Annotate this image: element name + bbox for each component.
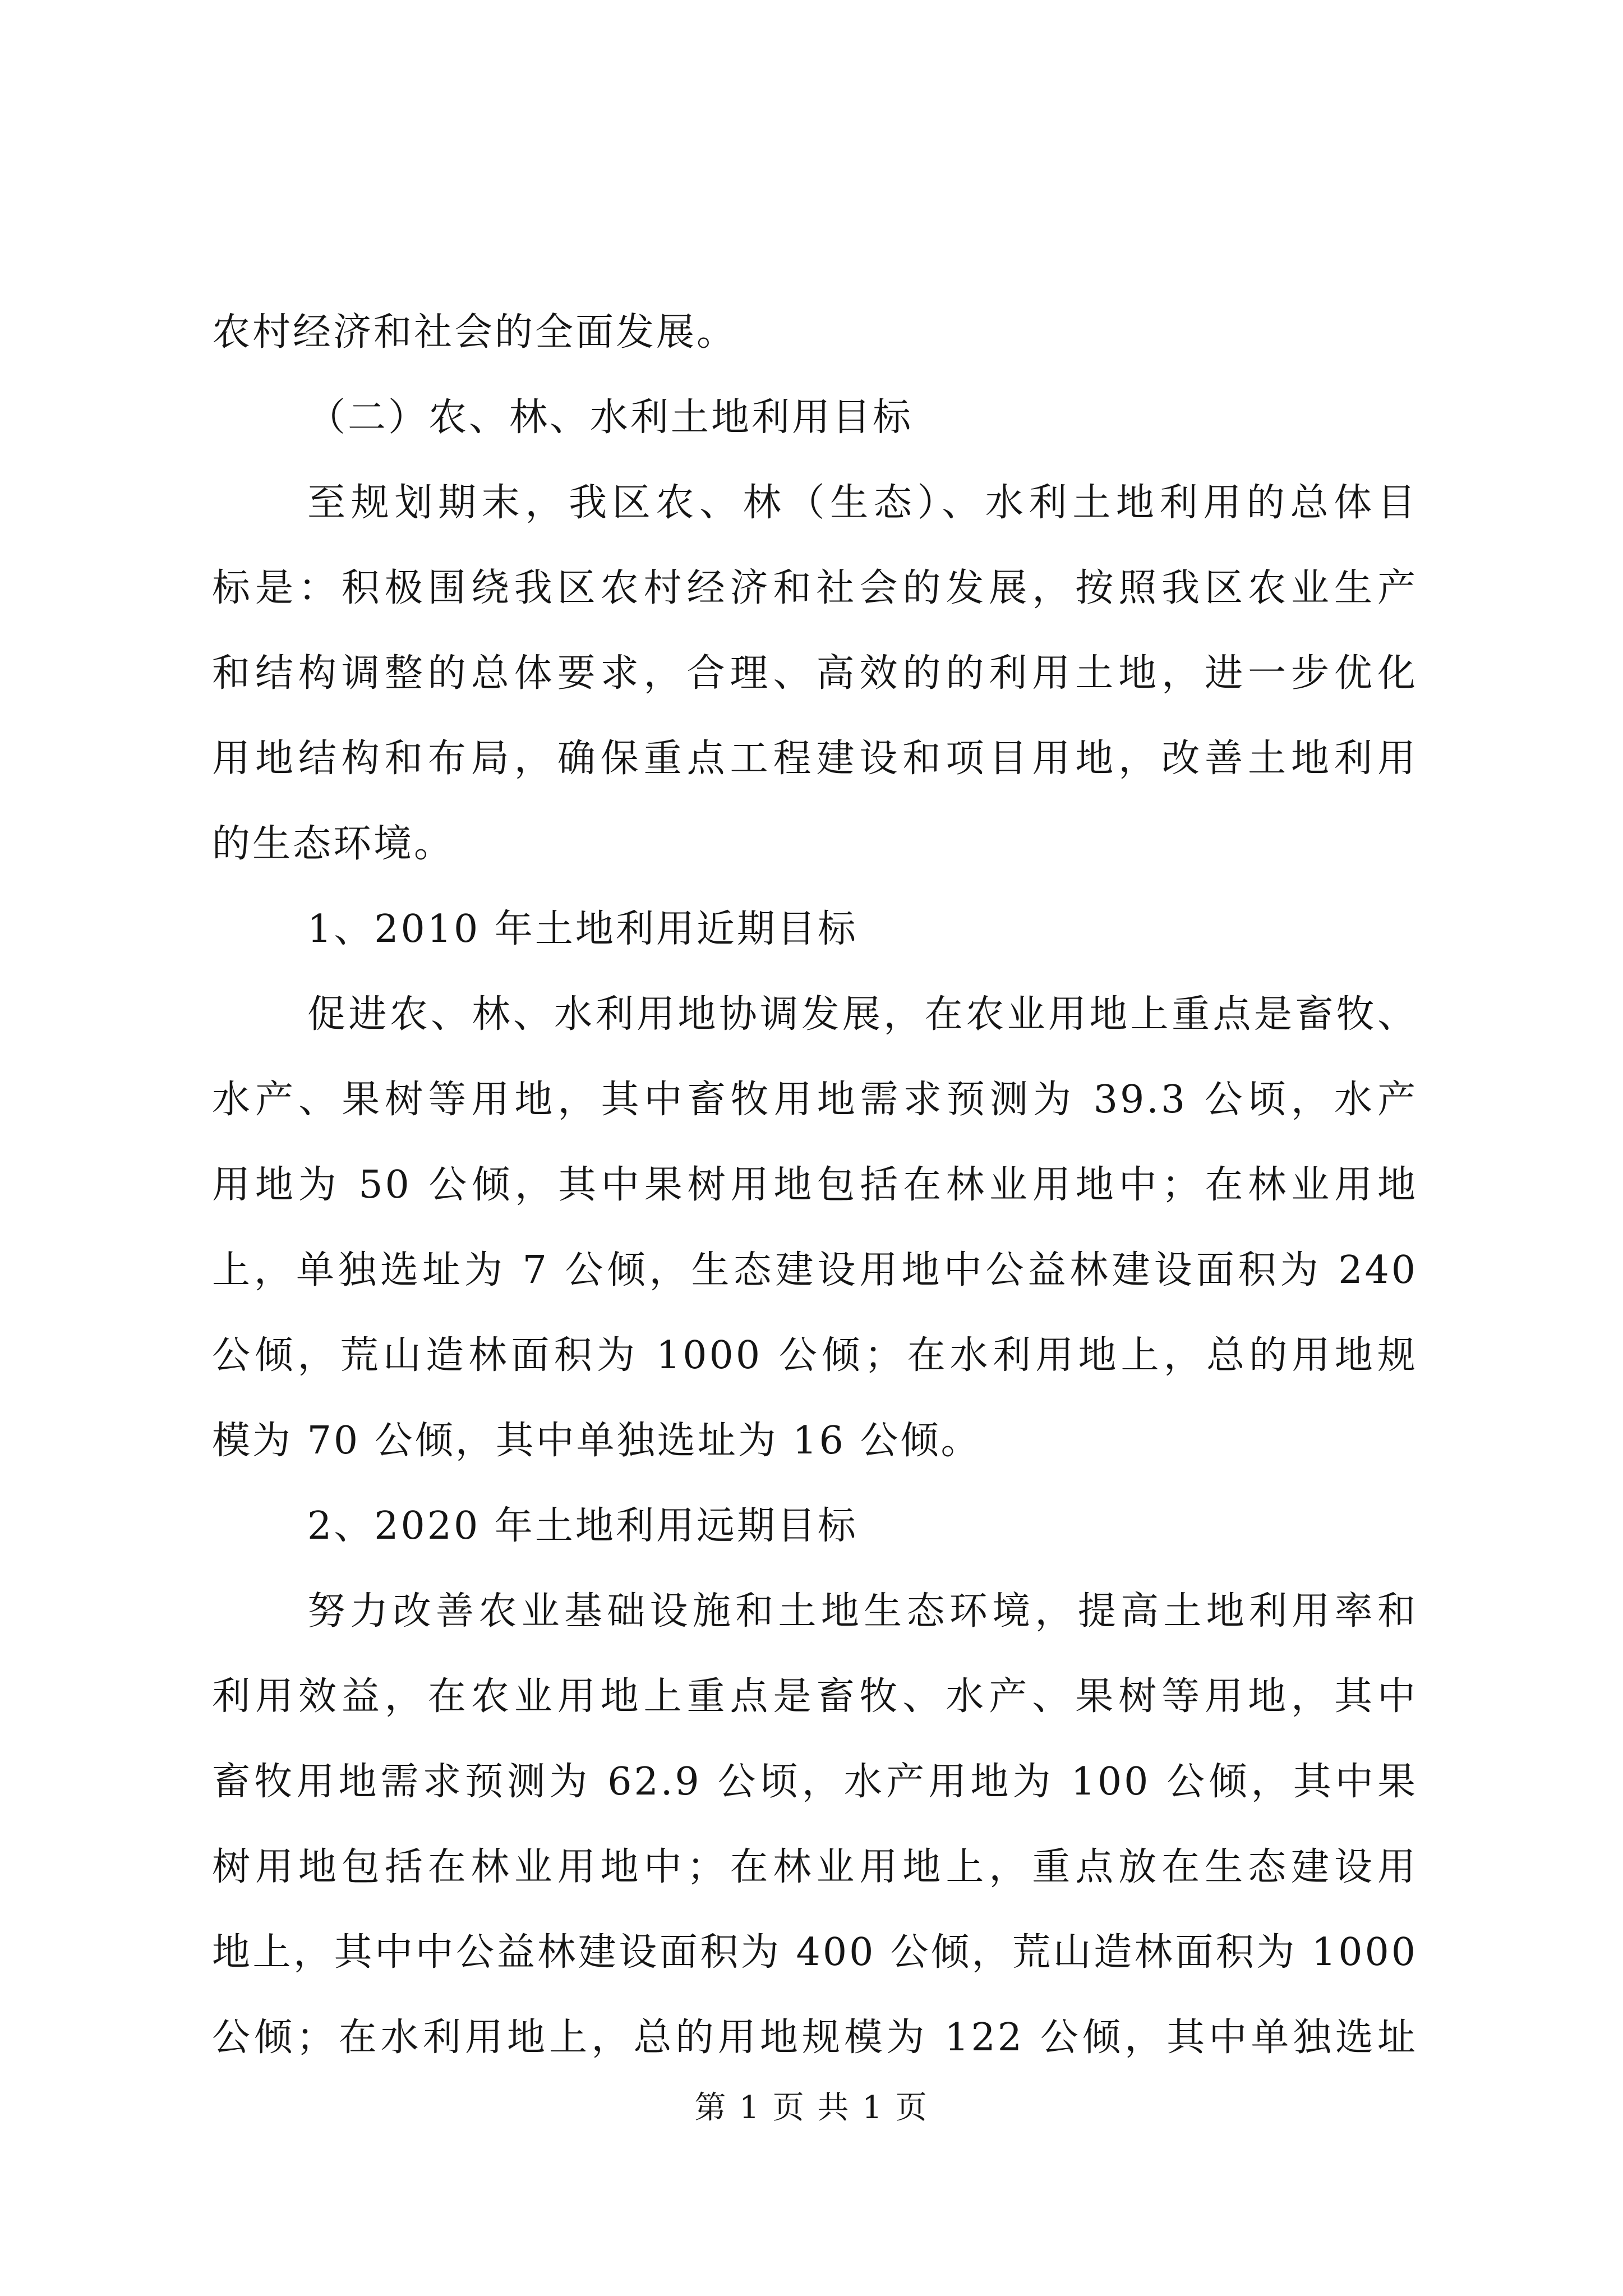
text-line: 农村经济和社会的全面发展。 [212,310,737,355]
text-line: 促进农、林、水利用地协调发展，在农业用地上重点是畜牧、 [307,992,1418,1037]
text-line: 模为 70 公倾，其中单独选址为 16 公倾。 [212,1419,981,1463]
page-number-footer: 第 1 页 共 1 页 [694,2090,929,2126]
text-line: 地上，其中中公益林建设面积为 400 公倾，荒山造林面积为 1000 [212,1930,1418,1975]
text-line: 公倾；在水利用地上，总的用地规模为 122 公倾，其中单独选址 [212,2016,1418,2060]
text-line: 公倾，荒山造林面积为 1000 公倾；在水利用地上，总的用地规 [212,1333,1418,1378]
section-heading: （二）农、林、水利土地利用目标 [307,395,914,440]
text-line: 树用地包括在林业用地中；在林业用地上，重点放在生态建设用 [212,1845,1418,1889]
text-line: 上，单独选址为 7 公倾，生态建设用地中公益林建设面积为 240 [212,1248,1418,1292]
text-line: 用地为 50 公倾，其中果树用地包括在林业用地中；在林业用地 [212,1163,1418,1207]
text-line: 的生态环境。 [212,822,455,866]
text-line: 用地结构和布局，确保重点工程建设和项目用地，改善土地利用 [212,737,1418,781]
text-line: 至规划期末，我区农、林（生态）、水利土地利用的总体目 [307,481,1418,525]
text-line: 畜牧用地需求预测为 62.9 公顷，水产用地为 100 公倾，其中果 [212,1760,1418,1804]
text-line: 利用效益，在农业用地上重点是畜牧、水产、果树等用地，其中 [212,1674,1418,1719]
subsection-heading: 1、2010 年土地利用近期目标 [307,907,858,951]
text-line: 努力改善农业基础设施和土地生态环境，提高土地利用率和 [307,1589,1418,1634]
text-line: 标是：积极围绕我区农村经济和社会的发展，按照我区农业生产 [212,566,1418,610]
text-line: 和结构调整的总体要求，合理、高效的的利用土地，进一步优化 [212,651,1418,696]
subsection-heading: 2、2020 年土地利用远期目标 [307,1504,858,1548]
text-line: 水产、果树等用地，其中畜牧用地需求预测为 39.3 公顷，水产 [212,1078,1418,1122]
